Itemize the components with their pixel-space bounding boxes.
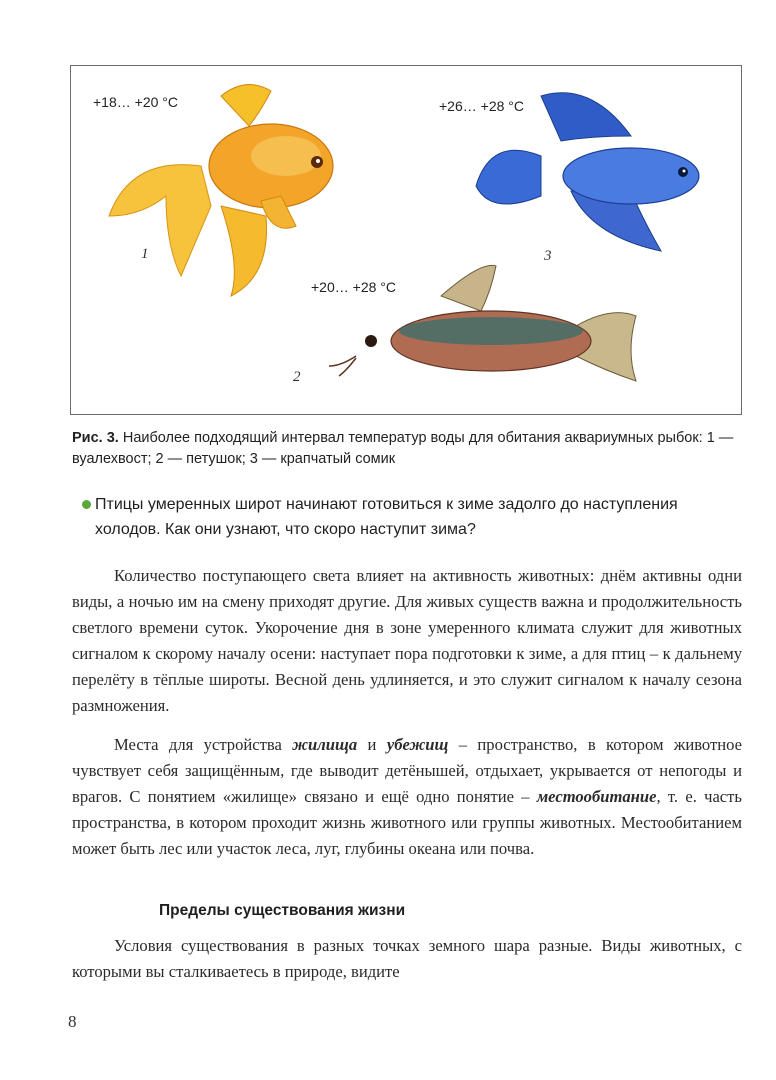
question-bullet-icon — [82, 500, 91, 509]
temp-label-fish1: +18… +20 °C — [93, 94, 178, 110]
goldfish-illustration — [109, 85, 333, 296]
caption-label: Рис. 3. — [72, 430, 119, 446]
term-habitat: местообитание — [536, 787, 657, 806]
term-shelter: убежищ — [386, 735, 449, 754]
figure-number-1: 1 — [141, 246, 149, 262]
bettafish-illustration — [476, 93, 699, 251]
term-dwelling: жилища — [292, 735, 358, 754]
page-number: 8 — [68, 1012, 77, 1031]
figure-caption — [72, 428, 742, 470]
temp-label-fish2: +20… +28 °C — [311, 279, 396, 295]
paragraph-1-text: Количество поступающего света влияет на активность животных: днём активны одни виды, а ночью им на смену приходят другие. Для живых существ важна и продолжительность светлого времени суток. Укорочение дня в зоне умеренного климата служит для животных сигналом к скорому началу осени: наступает пора подготовки к зиме, а для птиц – к дальнему перелёту в тёплые широты. Весной день удлиняется, и это служит сигналом к началу сезона размножения. — [72, 566, 742, 715]
question-text: Птицы умеренных широт начинают готовиться к зиме задолго до наступления холодов. Как они узнают, что скоро наступит зима? — [95, 496, 678, 538]
caption-text: Наиболее подходящий интервал температур воды для обитания аквариумных рыбок: 1 — вуалехвост; 2 — петушок; 3 — крапчатый сомик — [72, 430, 734, 467]
paragraph-1 — [72, 563, 742, 719]
temp-label-fish3: +26… +28 °C — [439, 98, 524, 114]
paragraph-3-text: Условия существования в разных точках земного шара разные. Виды животных, с которыми вы сталкиваетесь в природе, видите — [72, 936, 742, 981]
figure-number-2: 2 — [293, 369, 301, 385]
section-heading: Пределы существования жизни — [159, 902, 406, 919]
fish-illustration — [71, 66, 741, 414]
figure-number-3: 3 — [544, 248, 552, 264]
figure-frame — [70, 65, 742, 415]
paragraph-2-part-4: , т. е. часть пространства, в котором проходит жизнь животного или группы животных. Местообитанием может быть лес или участок леса, луг, глубины океана или почва. — [72, 787, 742, 858]
paragraph-2-part-1: Места для устройства — [114, 735, 293, 754]
paragraph-2 — [72, 732, 742, 862]
paragraph-2-text — [72, 732, 742, 862]
paragraph-2-part-2: и — [357, 735, 387, 754]
paragraph-3 — [72, 933, 742, 985]
paragraph-2-part-3: – пространство, в котором животное чувствует себя защищённым, где выводит детёнышей, отдыхает, укрывается от непогоды и врагов. С понятием «жилище» связано и ещё одно понятие – — [72, 735, 742, 806]
